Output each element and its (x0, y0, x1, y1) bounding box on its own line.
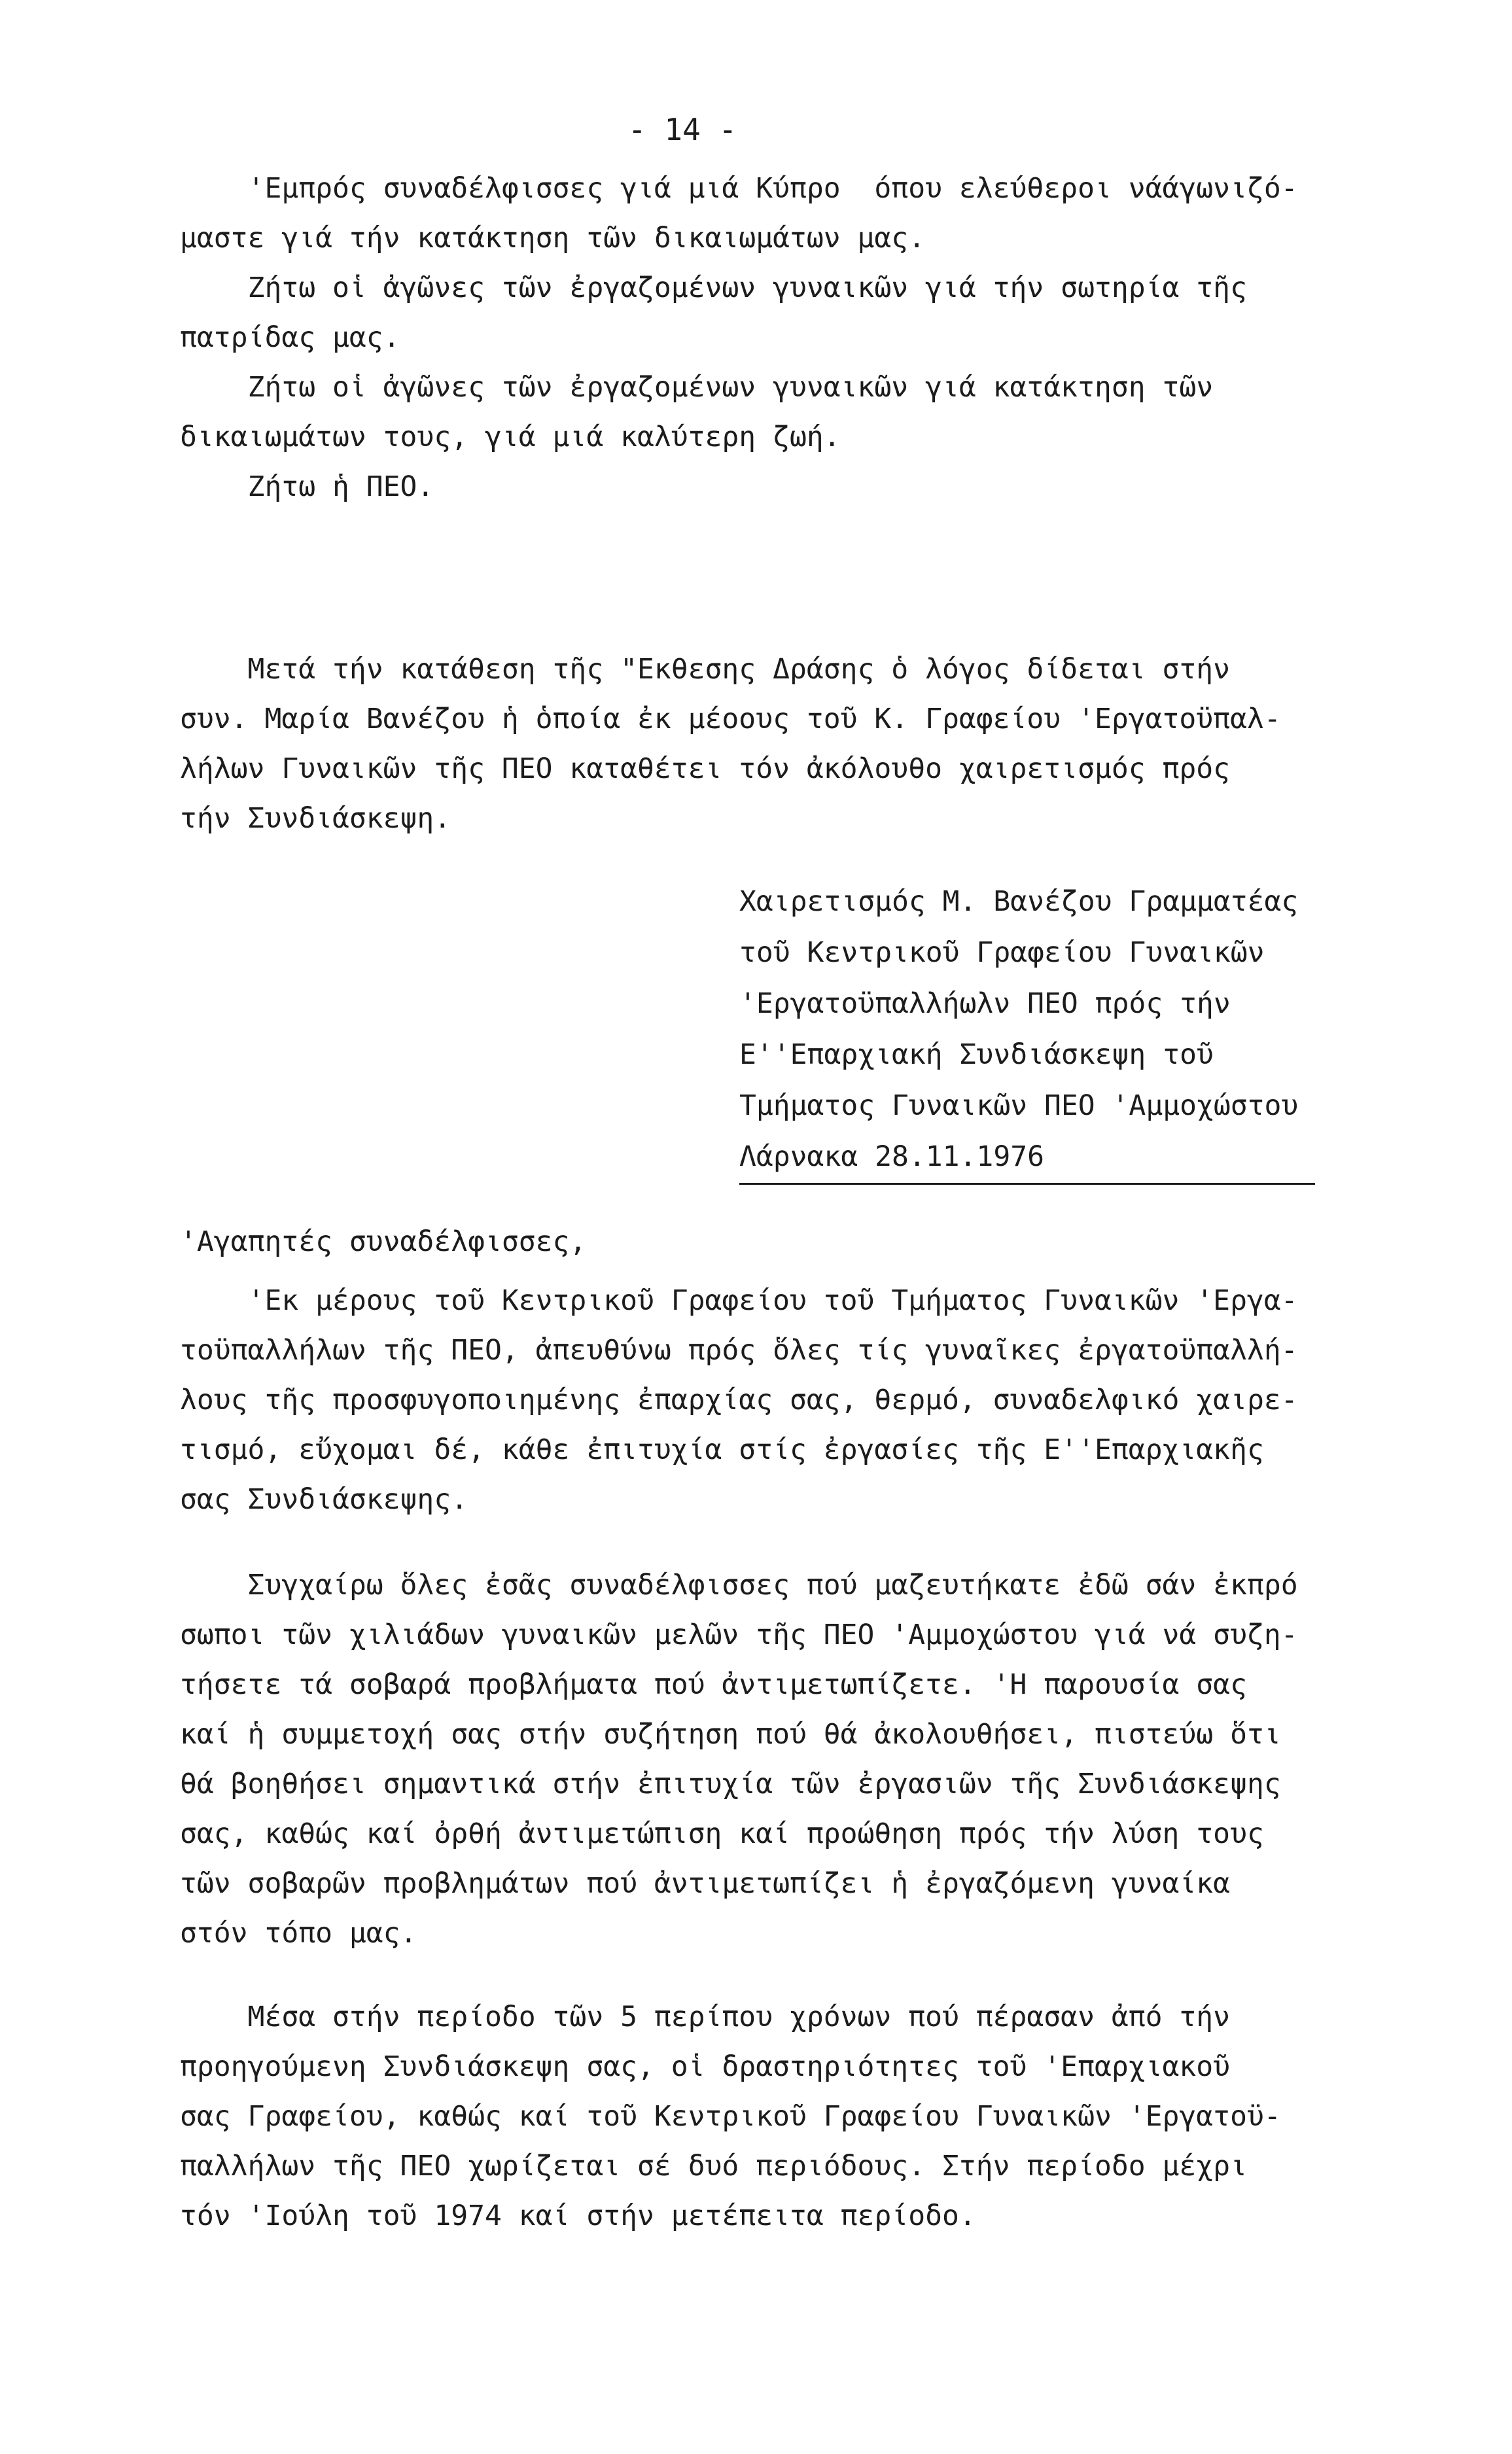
text-line: τόν 'Ιούλη τοῦ 1974 καί στήν μετέπειτα περίοδο. (180, 2200, 976, 2232)
heading-line: 'Εργατοϋπαλλήωλν ΠΕΟ πρός τήν (739, 987, 1231, 1020)
intro-slogans (180, 164, 1456, 512)
paragraph-1 (180, 1276, 1456, 1524)
text-line: στόν τόπο μας. (180, 1917, 417, 1950)
text-line: τήν Συνδιάσκεψη. (180, 802, 451, 835)
text-line: τῶν σοβαρῶν προβλημάτων πού ἀντιμετωπίζει ἡ ἐργαζόμενη γυναίκα (180, 1867, 1231, 1900)
text-line: συν. Μαρία Βανέζου ἡ ὁποία ἐκ μέοους τοῦ Κ. Γραφείου 'Εργατοϋπαλ- (180, 703, 1281, 735)
salutation: 'Αγαπητές συναδέλφισσες, (180, 1225, 587, 1258)
greeting-heading (739, 877, 1459, 1185)
text-line: σας, καθώς καί ὀρθή ἀντιμετώπιση καί προώθηση πρός τήν λύση τους (180, 1817, 1264, 1850)
text-line: σωποι τῶν χιλιάδων γυναικῶν μελῶν τῆς ΠΕΟ 'Αμμοχώστου γιά νά συζη- (180, 1619, 1298, 1651)
text-line: λους τῆς προσφυγοποιημένης ἐπαρχίας σας, θερμό, συναδελφικό χαιρε- (180, 1384, 1298, 1416)
paragraph-3 (180, 1992, 1456, 2241)
text-line: 'Εμπρός συναδέλφισσες γιά μιά Κύπρο όπου ελεύθεροι νάάγωνιζό- (180, 172, 1298, 205)
text-line: δικαιωμάτων τους, γιά μιά καλύτερη ζωή. (180, 421, 841, 453)
heading-line: Χαιρετισμός Μ. Βανέζου Γραμματέας (739, 885, 1299, 918)
paragraph-2 (180, 1560, 1456, 1958)
text-line: τήσετε τά σοβαρά προβλήματα πού ἀντιμετωπίζετε. 'Η παρουσία σας (180, 1668, 1247, 1701)
text-line: Μετά τήν κατάθεση τῆς "Εκθεσης Δράσης ὁ λόγος δίδεται στήν (180, 653, 1231, 686)
text-line: παλλήλων τῆς ΠΕΟ χωρίζεται σέ δυό περιόδους. Στήν περίοδο μέχρι (180, 2150, 1247, 2182)
heading-line: Ε''Επαρχιακή Συνδιάσκεψη τοῦ (739, 1038, 1214, 1071)
text-line: Συγχαίρω ὅλες ἐσᾶς συναδέλφισσες πού μαζευτήκατε ἐδῶ σάν ἐκπρό (180, 1569, 1298, 1602)
text-line: Ζήτω οἱ ἀγῶνες τῶν ἐργαζομένων γυναικῶν γιά τήν σωτηρία τῆς (180, 272, 1247, 304)
text-line: σας Γραφείου, καθώς καί τοῦ Κεντρικοῦ Γραφείου Γυναικῶν 'Εργατοϋ- (180, 2100, 1281, 2133)
heading-line: τοῦ Κεντρικοῦ Γραφείου Γυναικῶν (739, 936, 1265, 969)
text-line: θά βοηθήσει σημαντικά στήν ἐπιτυχία τῶν ἐργασιῶν τῆς Συνδιάσκεψης (180, 1768, 1281, 1800)
text-line: Ζήτω ἡ ΠΕΟ. (180, 470, 434, 503)
text-line: προηγούμενη Συνδιάσκεψη σας, οἱ δραστηριότητες τοῦ 'Επαρχιακοῦ (180, 2050, 1231, 2083)
text-line: πατρίδας μας. (180, 321, 400, 354)
text-line: μαστε γιά τήν κατάκτηση τῶν δικαιωμάτων μας. (180, 222, 926, 254)
heading-date-line: Λάρνακα 28.11.1976 (739, 1132, 1315, 1185)
text-line: τοϋπαλλήλων τῆς ΠΕΟ, ἀπευθύνω πρός ὅλες τίς γυναῖκες ἐργατοϋπαλλή- (180, 1334, 1298, 1367)
page-number: - 14 - (628, 112, 737, 147)
text-line: τισμό, εὔχομαι δέ, κάθε ἐπιτυχία στίς ἐργασίες τῆς Ε''Επαρχιακῆς (180, 1433, 1264, 1466)
heading-line: Τμήματος Γυναικῶν ΠΕΟ 'Αμμοχώστου (739, 1089, 1299, 1122)
text-line: Μέσα στήν περίοδο τῶν 5 περίπου χρόνων πού πέρασαν ἀπό τήν (180, 2001, 1231, 2033)
transition-paragraph (180, 644, 1456, 843)
text-line: λήλων Γυναικῶν τῆς ΠΕΟ καταθέτει τόν ἀκόλουθο χαιρετισμός πρός (180, 752, 1231, 785)
text-line: σας Συνδιάσκεψης. (180, 1483, 468, 1516)
text-line: 'Εκ μέρους τοῦ Κεντρικοῦ Γραφείου τοῦ Τμήματος Γυναικῶν 'Εργα- (180, 1284, 1298, 1317)
text-line: Ζήτω οἱ ἀγῶνες τῶν ἐργαζομένων γυναικῶν γιά κατάκτηση τῶν (180, 371, 1214, 404)
text-line: καί ἡ συμμετοχή σας στήν συζήτηση πού θά ἀκολουθήσει, πιστεύω ὅτι (180, 1718, 1281, 1751)
